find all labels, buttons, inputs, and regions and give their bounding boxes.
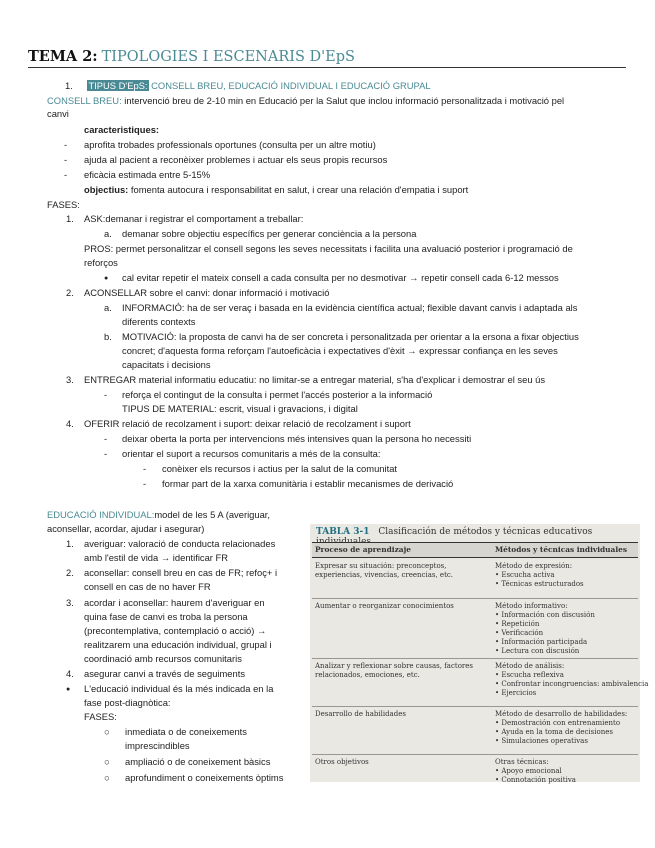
ask-pros-cont: reforços xyxy=(84,257,118,268)
aconsellar-informacio-cont: diferents contexts xyxy=(122,316,196,327)
list-item: - xyxy=(104,389,108,400)
bullet-icon: ● xyxy=(104,275,109,282)
circle-bullet-icon: ○ xyxy=(104,726,110,737)
objectius-label: objectius: xyxy=(84,184,129,195)
consell-breu-text: intervenció breu de 2-10 min en Educació per la Salut que inclou informació personalitzada i motivació pel xyxy=(124,95,565,106)
method-title: Método de expresión: xyxy=(495,562,573,570)
list-item: consell en cas de no haver FR xyxy=(84,581,211,592)
list-item: - xyxy=(64,139,68,150)
list-number: 3. xyxy=(66,374,74,385)
list-number: 1. xyxy=(66,213,74,224)
entregar-bullet: reforça el contingut de la consulta i permet l'accés posterior a la informació xyxy=(122,389,433,400)
list-item: aprofita trobades professionals oportunes (consulta per un altre motiu) xyxy=(84,139,376,150)
method-item: • Demostración con entrenamiento xyxy=(495,719,621,727)
method-title: Otras técnicas: xyxy=(495,758,549,766)
method-title: Método de análisis: xyxy=(495,662,565,670)
list-item: aprofundiment o coneixements òptims xyxy=(125,772,284,783)
table-cell-method xyxy=(495,662,649,698)
list-number: 4. xyxy=(66,418,74,429)
section-heading xyxy=(65,80,431,92)
method-item: • Ejercicios xyxy=(495,689,537,697)
oferir-sub: formar part de la xarxa comunitària i establir mecanismes de derivació xyxy=(162,478,454,489)
method-item: • Verificación xyxy=(495,629,544,637)
list-item: - xyxy=(104,433,108,444)
ask-bullet: cal evitar repetir el mateix consell a cada consulta per no desmotivar → repetir consell cada 6-12 messos xyxy=(122,272,559,283)
table-cell-process: Expresar su situación: preconceptos, experiencias, vivencias, creencias, etc. xyxy=(315,562,454,579)
method-title: Método de desarrollo de habilidades: xyxy=(495,710,628,718)
method-item: • Confrontar incongruencias: ambivalencia xyxy=(495,680,649,688)
method-item: • Repetición xyxy=(495,620,540,628)
table-cell-process: Aumentar o reorganizar conocimientos xyxy=(315,602,454,610)
list-letter: b. xyxy=(104,331,112,342)
method-item: • Simulaciones operativas xyxy=(495,737,588,745)
list-item: - xyxy=(104,448,108,459)
list-item: amb l'estil de vida → identificar FR xyxy=(84,552,229,563)
oferir-step: OFERIR relació de recolzament i suport: deixar relació de recolzament i suport xyxy=(84,418,411,429)
list-item: eficàcia estimada entre 5-15% xyxy=(84,169,211,180)
consell-breu-definition xyxy=(47,95,564,107)
method-item: • Información participada xyxy=(495,638,588,646)
list-item: - xyxy=(143,478,147,489)
list-item: acordar i aconsellar: haurem d'averiguar en xyxy=(84,597,265,608)
aconsellar-motivacio: MOTIVACIÓ: la proposta de canvi ha de ser concreta i personalitzada per orientar a la ersona a fixar objectius xyxy=(122,331,579,342)
list-item: inmediata o de coneixements xyxy=(125,726,247,737)
method-item: • Connotación positiva xyxy=(495,776,576,784)
method-item: • Información con discusión xyxy=(495,611,595,619)
list-number: 2. xyxy=(66,287,74,298)
section-title: CONSELL BREU, EDUCACIÓ INDIVIDUAL I EDUCACIÓ GRUPAL xyxy=(151,80,431,91)
table-row xyxy=(312,706,638,755)
consell-breu-label: CONSELL BREU: xyxy=(47,95,122,106)
fases-sub-label: FASES: xyxy=(84,711,117,722)
list-item: ajuda al pacient a reconèixer problemes i actuar els seus propis recursos xyxy=(84,154,388,165)
column-header: Métodos y técnicas individuales xyxy=(495,545,628,554)
table-row xyxy=(312,598,638,659)
list-item: coordinació amb recursos comunitaris xyxy=(84,653,242,664)
method-item: • Ayuda en la toma de decisiones xyxy=(495,728,613,736)
objectius xyxy=(84,184,468,196)
table-caption-text: Clasificación de métodos y técnicas educativos xyxy=(378,527,593,537)
list-item: imprescindibles xyxy=(125,740,190,751)
list-item: averiguar: valoració de conducta relacionades xyxy=(84,538,276,549)
oferir-bullet: orientar el suport a recursos comunitaris a més de la consulta: xyxy=(122,448,381,459)
list-item: (precontemplativa, contemplació o acció) → xyxy=(84,625,267,636)
list-item: realitzarem una educación individual, grupal i xyxy=(84,639,272,650)
ask-pros: PROS: permet personalitzar el consell segons les seves necessitats i facilita una avaluació posterior i programació de xyxy=(84,243,573,254)
aconsellar-informacio: INFORMACIÓ: ha de ser veraç i basada en la evidència científica actual; flexible davant canvis i adaptada als xyxy=(122,302,578,313)
list-item: asegurar canvi a través de seguiments xyxy=(84,668,246,679)
list-item: aconsellar: consell breu en cas de FR; refoç+ i xyxy=(84,567,278,578)
educacio-individual-intro xyxy=(47,509,270,521)
list-number: 4. xyxy=(66,668,74,679)
method-item: • Técnicas estructurados xyxy=(495,580,584,588)
table-cell-method xyxy=(495,758,643,785)
method-item: • Apoyo emocional xyxy=(495,767,562,775)
table-row xyxy=(312,658,649,707)
section-number: 1. xyxy=(65,80,73,91)
method-item: • Lectura con discusión xyxy=(495,647,580,655)
list-item: quina fase de canvi es troba la persona xyxy=(84,611,248,622)
list-number: 3. xyxy=(66,597,74,608)
list-item: L'educació individual és la més indicada en la xyxy=(84,683,274,694)
title-bar xyxy=(28,47,626,68)
aconsellar-motivacio-cont: capacitats i decisions xyxy=(122,359,211,370)
educacio-individual-label: EDUCACIÓ INDIVIDUAL: xyxy=(47,509,155,520)
table-cell-process: Desarrollo de habilidades xyxy=(315,710,406,718)
oferir-sub: conèixer els recursos i actius per la salut de la comunitat xyxy=(162,463,398,474)
circle-bullet-icon: ○ xyxy=(104,772,110,783)
table-row xyxy=(312,558,638,599)
table-header xyxy=(312,542,638,558)
section-label: TIPUS D'EpS: xyxy=(88,80,148,91)
list-number: 2. xyxy=(66,567,74,578)
entregar-step: ENTREGAR material informatiu educatiu: no limitar-se a entregar material, s'ha d'explicar i demostrar el seu ús xyxy=(84,374,546,385)
entregar-tipus: TIPUS DE MATERIAL: escrit, visual i gravacions, i digital xyxy=(122,403,358,414)
page-title-tema: TEMA 2: xyxy=(28,48,98,65)
table-cell-process: Otros objetivos xyxy=(315,758,369,766)
method-item: • Escucha activa xyxy=(495,571,555,579)
page-title: TIPOLOGIES I ESCENARIS D'EpS xyxy=(101,49,355,65)
caracteristiques-label: caracteristiques: xyxy=(84,124,160,135)
method-item: • Escucha reflexiva xyxy=(495,671,564,679)
fases-label: FASES: xyxy=(47,199,80,210)
bullet-icon: ● xyxy=(66,686,71,693)
table-cell-method xyxy=(495,602,643,656)
table-number: TABLA 3-1 xyxy=(316,527,370,537)
list-item: - xyxy=(143,463,147,474)
method-title: Método informativo: xyxy=(495,602,568,610)
column-header: Proceso de aprendizaje xyxy=(315,545,411,554)
table-cell-process: Analizar y reflexionar sobre causas, factores relacionados, emociones, etc. xyxy=(315,662,473,679)
list-item: - xyxy=(64,169,68,180)
aconsellar-motivacio-cont: concret; d'aquesta forma reforçam l'autoeficàcia i expectatives d'èxit → expressar confiança en les seves xyxy=(122,345,558,356)
educacio-individual-text: model de les 5 A (averiguar, xyxy=(154,509,271,520)
list-letter: a. xyxy=(104,302,112,313)
aconsellar-step: ACONSELLAR sobre el canvi: donar informació i motivació xyxy=(84,287,330,298)
objectius-text: fomenta autocura i responsabilitat en salut, i crear una relación d'empatia i suport xyxy=(130,184,469,195)
table-cell-method xyxy=(495,562,643,589)
oferir-bullet: deixar oberta la porta per intervencions més intensives quan la persona ho necessiti xyxy=(122,433,472,444)
table-row xyxy=(312,754,638,782)
table-image xyxy=(310,524,649,784)
table-cell-method xyxy=(495,710,643,746)
list-letter: a. xyxy=(104,228,112,239)
list-item: ampliació o de coneixement bàsics xyxy=(125,756,271,767)
circle-bullet-icon: ○ xyxy=(104,756,110,767)
list-item: - xyxy=(64,154,68,165)
list-item: fase post-diagnòtica: xyxy=(84,697,171,708)
consell-breu-text-cont: canvi xyxy=(47,108,69,119)
educacio-individual-text-cont: aconsellar, acordar, ajudar i asegurar) xyxy=(47,523,205,534)
ask-step: ASK:demanar i registrar el comportament a treballar: xyxy=(84,213,304,224)
ask-sub: demanar sobre objectiu específics per generar conciència a la persona xyxy=(122,228,417,239)
list-number: 1. xyxy=(66,538,74,549)
